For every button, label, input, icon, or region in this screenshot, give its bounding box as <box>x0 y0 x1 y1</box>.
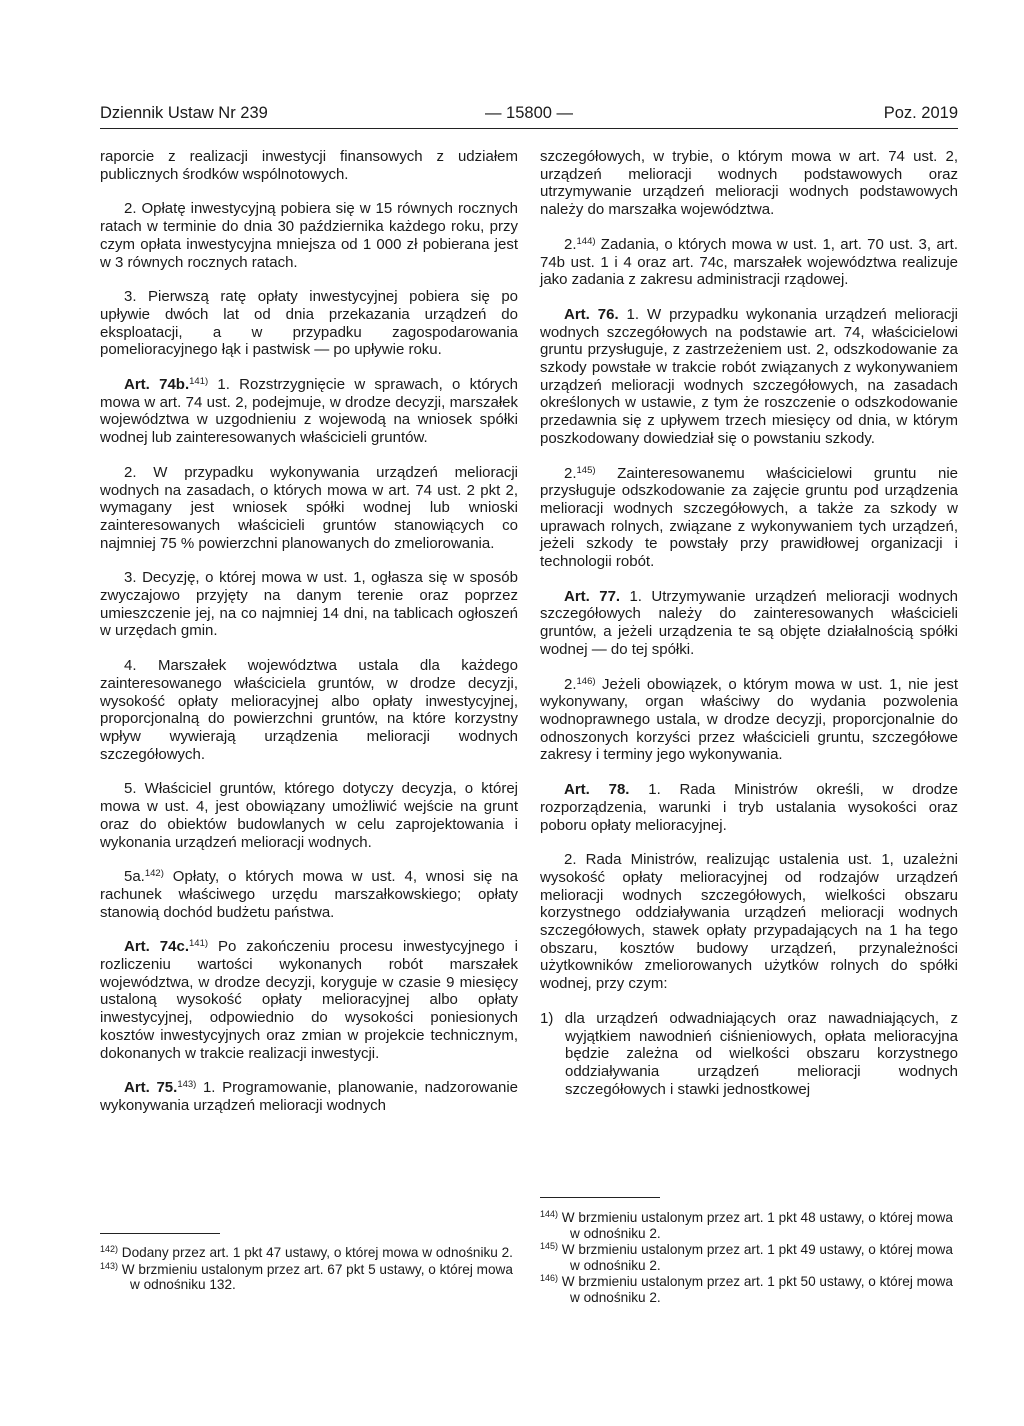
paragraph: szczegółowych, w trybie, o którym mowa w art. 74 ust. 2, urządzeń melioracji wodnych podstawowych oraz utrzymywanie urządzeń melioracji wodnych podstawowych należy do marszałka województwa. <box>540 148 958 219</box>
paragraph-2: 2.$^{144)}$ Zadania, o których mowa w ust. 1, art. 70 ust. 3, art. 74b ust. 1 i 4 oraz art. 74c, marszałek województwa realizuje jako zadania z zakresu administracji rządowej. <box>540 235 958 289</box>
paragraph: 3. Decyzję, o której mowa w ust. 1, ogłasza się w sposób zwyczajowo przyjęty na danym terenie oraz poprzez umieszczenie jej, na co najmniej 14 dni, na tablicach ogłoszeń w urzędach gmin. <box>100 569 518 640</box>
paragraph: 2. Rada Ministrów, realizując ustalenia ust. 1, uzależni wysokość opłaty melioracyjnej od rodzajów urządzeń melioracji wodnych szczegółowych, wielkości obszaru korzystnego oddziaływania urządzeń melioracji wodnych szczegółowych, stawek opłaty przypadających na 1 ha tego obszaru, kosztów budowy urządzeń, przynależności użytkowników zmeliorowanych użytków rolnych do spółki wodnej, przy czym: <box>540 851 958 993</box>
article-label: Art. 76. <box>564 305 619 323</box>
article-77: Art. 77. 1. Utrzymywanie urządzeń melioracji wodnych szczegółowych należy do zainteresowanych właścicieli gruntów, a jeżeli urządzenia te są objęte działalnością spółki wodnej — do tej spółki. <box>540 587 958 658</box>
left-column <box>100 148 518 1115</box>
article-75: Art. 75.$^{143)}$ 1. Programowanie, planowanie, nadzorowanie wykonywania urządzeń melioracji wodnych <box>100 1079 518 1114</box>
footnote: $^{145)}$ W brzmieniu ustalonym przez art. 1 pkt 49 ustawy, o której mowa w odnośniku 2. <box>540 1241 953 1273</box>
paragraph-5a: 5a.$^{142)}$ Opłaty, o których mowa w ust. 4, wnosi się na rachunek właściwego urzędu marszałkowskiego; opłaty stanowią dochód budżetu państwa. <box>100 868 518 921</box>
footnote: $^{142)}$ Dodany przez art. 1 pkt 47 ustawy, o której mowa w odnośniku 2. <box>100 1244 513 1260</box>
paragraph: raporcie z realizacji inwestycji finansowych z udziałem publicznych środków wspólnotowych. <box>100 148 518 183</box>
footnote-ref: 141) <box>189 376 209 388</box>
article-label: Art. 74c. <box>124 938 189 956</box>
footnote-ref: 146) <box>576 675 596 687</box>
page-header <box>100 104 958 128</box>
footnote-ref: 141) <box>189 938 209 950</box>
footnotes-right <box>540 1210 958 1306</box>
position-number: Poz. 2019 <box>883 104 958 122</box>
paragraph: 2. Opłatę inwestycyjną pobiera się w 15 równych rocznych ratach w terminie do dnia 30 października każdego roku, przy czym opłata inwestycyjna mniejsza od 1 000 zł pobierana jest w 3 równych rocznych ratach. <box>100 200 518 271</box>
footnote-rule <box>540 1197 660 1198</box>
paragraph: 3. Pierwszą ratę opłaty inwestycyjnej pobiera się po upływie dwóch lat od dnia przekazania urządzeń do eksploatacji, a w przypadku zagospodarowania pomelioracyjnego łąk i pastwisk — po upływie roku. <box>100 288 518 359</box>
header-rule <box>100 128 958 129</box>
footnote: $^{144)}$ W brzmieniu ustalonym przez art. 1 pkt 48 ustawy, o której mowa w odnośniku 2. <box>540 1209 953 1241</box>
footnote-ref: 143) <box>177 1079 197 1091</box>
article-label: Art. 74b. <box>124 376 190 394</box>
footnote-ref: 142) <box>144 868 164 880</box>
paragraph: 2.$^{146)}$ Jeżeli obowiązek, o którym mowa w ust. 1, nie jest wykonywany, organ właściwy do wydania pozwolenia wodnoprawnego ustala, w drodze decyzji, proporcjonalnie do odnoszonych korzyści przez właścicieli gruntu, szczegółowe zakresy i terminy jego wykonywania. <box>540 675 958 764</box>
paragraph: 5. Właściciel gruntów, którego dotyczy decyzja, o której mowa w ust. 4, jest obowiązany umożliwić wejście na grunt oraz do obiektów budowlanych w celu zaprojektowania i wykonania urządzeń melioracji wodnych. <box>100 780 518 851</box>
page-number: — 15800 — <box>484 104 574 122</box>
article-label: Art. 75. <box>124 1079 178 1097</box>
right-column <box>540 148 958 1098</box>
footnote: $^{146)}$ W brzmieniu ustalonym przez art. 1 pkt 50 ustawy, o której mowa w odnośniku 2. <box>540 1273 953 1305</box>
footnotes-left <box>100 1245 518 1294</box>
paragraph: 2. W przypadku wykonywania urządzeń melioracji wodnych na zasadach, o których mowa w art. 74 ust. 2 pkt 2, wymagany jest wniosek spółki wodnej lub wnioski zainteresowanych właścicieli gruntów stanowiących co najmniej 75 % powierzchni planowanych do zmeliorowania. <box>100 463 518 552</box>
paragraph: 4. Marszałek województwa ustala dla każdego zainteresowanego właściciela gruntów, w drodze decyzji, wysokość opłaty melioracyjnej albo opłaty inwestycyjnej, proporcjonalną do powierzchni gruntów, na które korzystny wpływ wywierają urządzenia melioracji wodnych szczegółowych. <box>100 657 518 763</box>
footnote-ref: 145) <box>576 464 596 476</box>
journal-title: Dziennik Ustaw Nr 239 <box>100 104 268 122</box>
paragraph: 2.$^{145)}$ Zainteresowanemu właścicielowi gruntu nie przysługuje odszkodowanie za zajęcie gruntu pod urządzenia melioracji wodnych szczegółowych, a także za szkody w uprawach rolnych, związane z wykonywaniem tych urządzeń, jeżeli szkody te powstały przy prawidłowej organizacji i technologii robót. <box>540 464 958 571</box>
article-74c: Art. 74c.$^{141)}$ Po zakończeniu procesu inwestycyjnego i rozliczeniu wartości wykonanych robót marszałek województwa, w drodze decyzji, koryguje w czasie 9 miesięcy ustaloną wysokość opłaty melioracyjnej albo opłaty inwestycyjnej, odpowiednio do wysokości poniesionych kosztów inwestycyjnych oraz zmian w projekcie technicznym, dokonanych w trakcie realizacji inwestycji. <box>100 938 518 1062</box>
article-76: Art. 76. 1. W przypadku wykonania urządzeń melioracji wodnych szczegółowych na podstawie art. 74, właścicielowi gruntu przysługuje, z zastrzeżeniem ust. 2, odszkodowanie za szkody powstałe w trakcie robót związanych z wykonywaniem urządzeń melioracji wodnych szczegółowych, na zasadach określonych w ustawie, z tym że roszczenie o odszkodowanie przedawnia się z upływem trzech miesięcy od dnia, w którym poszkodowany dowiedział się o powstaniu szkody. <box>540 305 959 447</box>
article-74b: Art. 74b.$^{141)}$ 1. Rozstrzygnięcie w sprawach, o których mowa w art. 74 ust. 2, podejmuje, w drodze decyzji, marszałek województwa w uzgodnieniu z wojewodą na wniosek spółki wodnej lub zainteresowanych właścicieli gruntów. <box>100 376 519 447</box>
footnote-ref: 144) <box>576 235 596 247</box>
footnote: $^{143)}$ W brzmieniu ustalonym przez art. 67 pkt 5 ustawy, o której mowa w odnośniku 132. <box>100 1260 513 1292</box>
list-item: 1) dla urządzeń odwadniających oraz nawadniających, z wyjątkiem nawodnień ciśnieniowych, opłata melioracyjna będzie zależna od wielkości obszaru korzystnego oddziaływania urządzeń melioracji wodnych szczegółowych i stawki jednostkowej <box>540 1009 958 1098</box>
article-label: Art. 77. <box>564 587 621 605</box>
article-label: Art. 78. <box>564 781 630 799</box>
footnote-rule <box>100 1233 220 1234</box>
article-78: Art. 78. 1. Rada Ministrów określi, w drodze rozporządzenia, warunki i tryb ustalania wysokości oraz poboru opłaty melioracyjnej. <box>540 781 958 834</box>
